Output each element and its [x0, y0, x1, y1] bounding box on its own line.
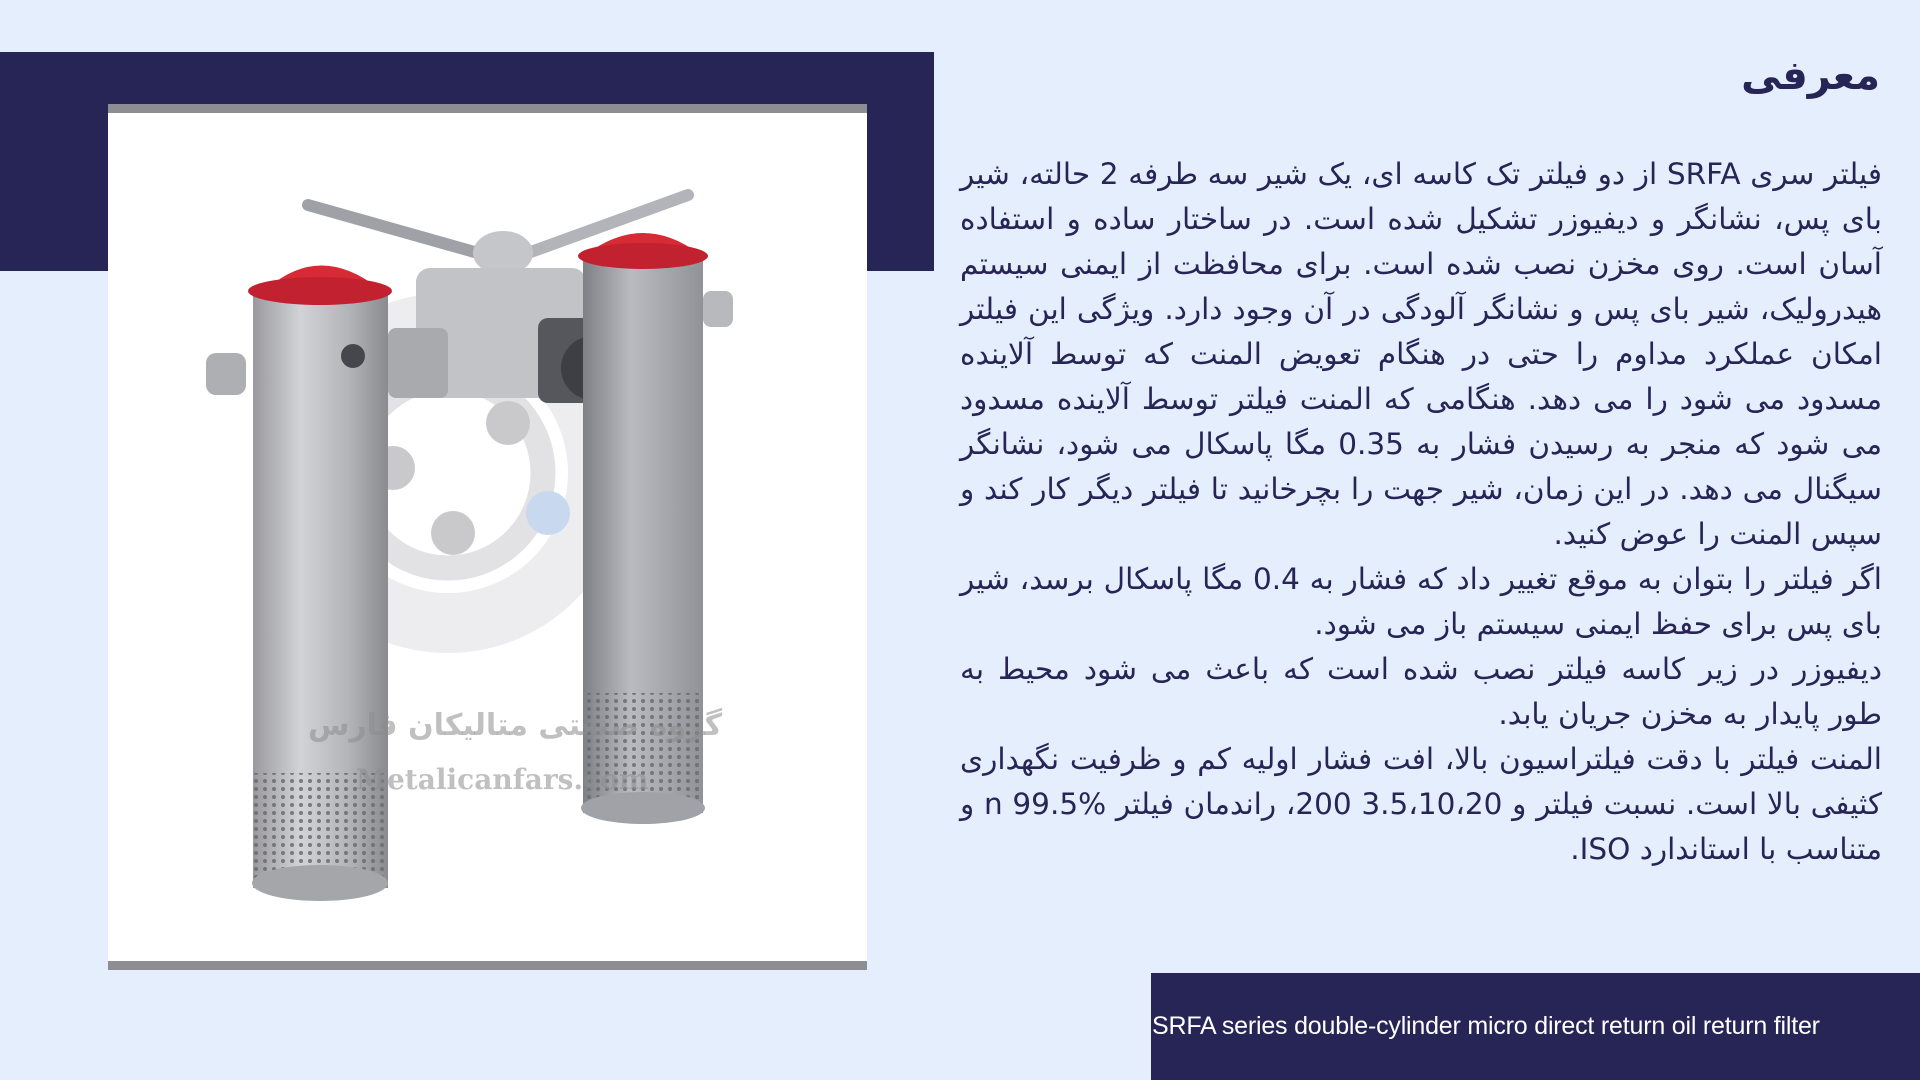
paragraph-bypass: اگر فیلتر را بتوان به موقع تغییر داد که فشار به 0.4 مگا پاسکال برسد، شیر بای پس برای حفظ ایمنی سیستم باز می شود.	[960, 562, 1883, 641]
caption-bar	[1151, 973, 1920, 1080]
paragraph-element: المنت فیلتر با دقت فیلتراسیون بالا، افت فشار اولیه کم و ظرفیت نگهداری کثیفی بالا است. نسبت فیلتر و 3.5،10،20 200، راندمان فیلتر %99.5 n و متناسب با استاندارد ISO.	[960, 742, 1883, 866]
filter-illustration	[108, 113, 867, 961]
product-image	[108, 104, 867, 970]
caption-text: SRFA series double-cylinder micro direct return oil return filter	[1152, 1012, 1820, 1040]
paragraph-intro: فیلتر سری SRFA از دو فیلتر تک کاسه ای، یک شیر سه طرفه 2 حالته، شیر بای پس، نشانگر و دیفیوزر تشکیل شده است. در ساختار ساده و استفاده آسان است. روی مخزن نصب شده است. برای محافظت از ایمنی سیستم هیدرولیک، شیر بای پس و نشانگر آلودگی در آن وجود دارد. ویژگی این فیلتر امکان عملکرد مداوم را حتی در هنگام تعویض المنت که توسط آلاینده مسدود می شود را می دهد. هنگامی که المنت فیلتر توسط آلاینده مسدود می شود که منجر به رسیدن فشار به 0.35 مگا پاسکال می شود، نشانگر سیگنال می دهد. در این زمان، شیر جهت را بچرخانید تا فیلتر دیگر کار کند و سپس المنت را عوض کنید.	[960, 157, 1882, 551]
description-text	[960, 152, 1882, 872]
watermark-persian: گروه صنعتی متالیکان فارس	[308, 708, 723, 743]
watermark-english: Metalicanfars.com	[356, 763, 649, 796]
paragraph-diffuser: دیفیوزر در زیر کاسه فیلتر نصب شده است که باعث می شود محیط به طور پایدار به مخزن جریان یابد.	[960, 652, 1882, 731]
slide-title: معرفی	[1741, 53, 1880, 99]
